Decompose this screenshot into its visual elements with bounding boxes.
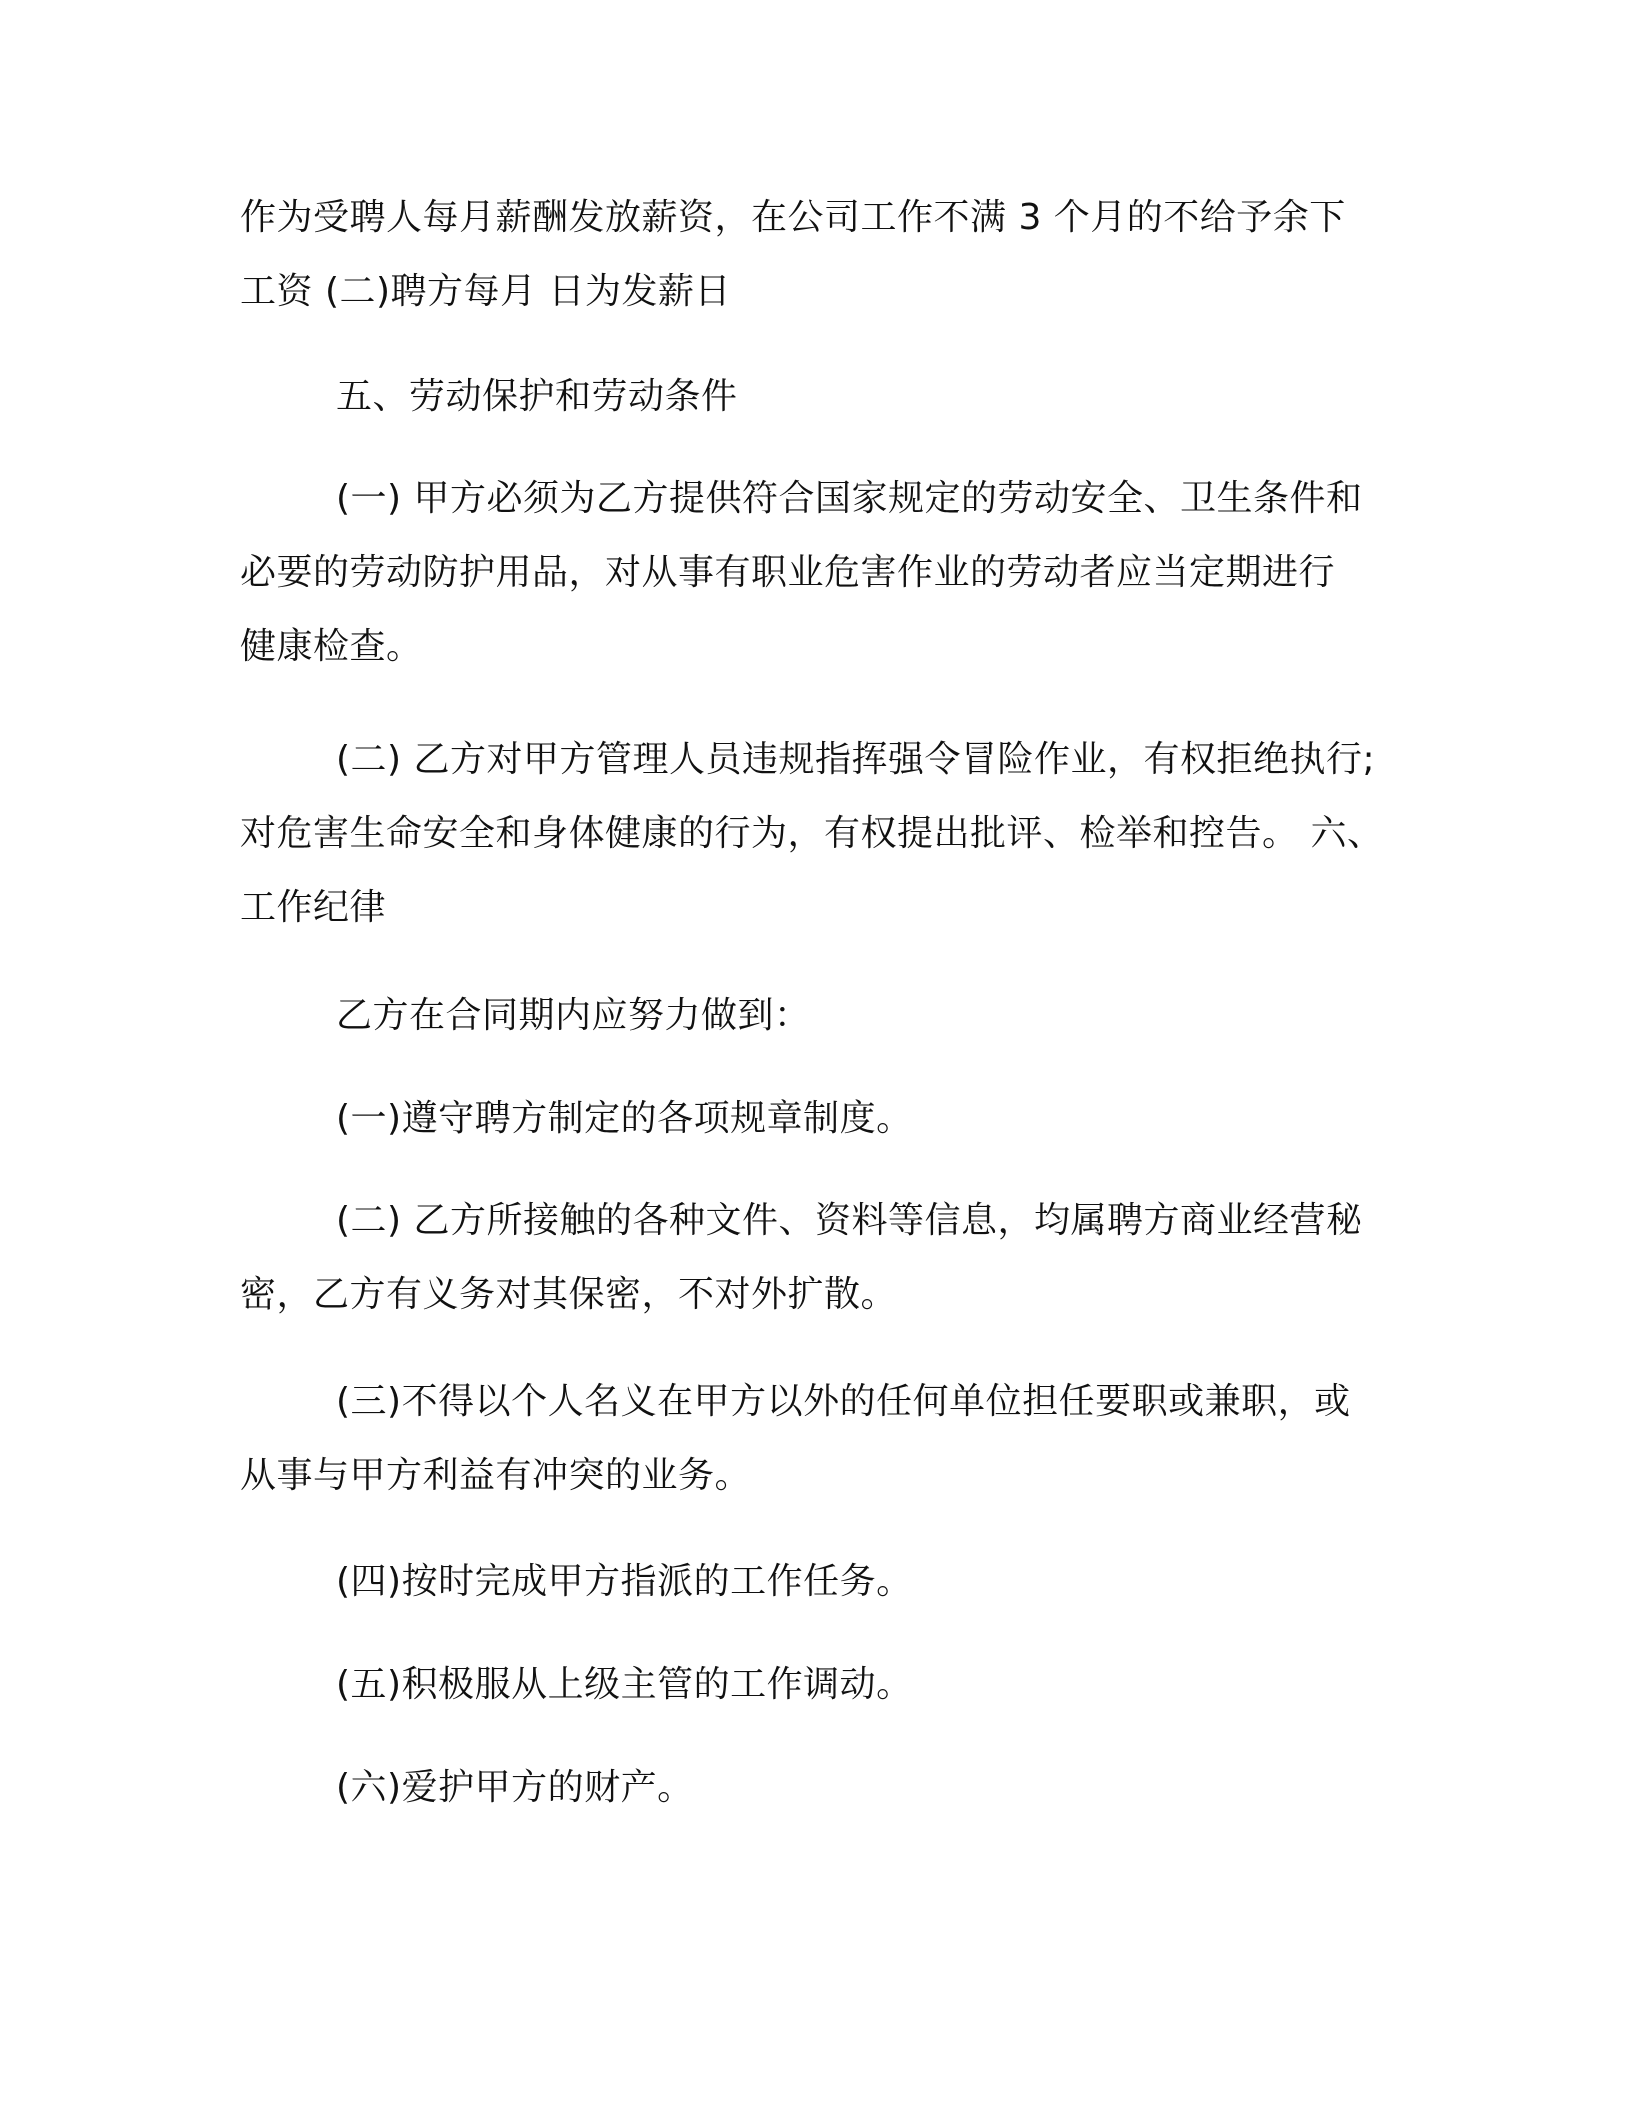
text-line: 密，乙方有义务对其保密，不对外扩散。 — [240, 1274, 898, 1315]
paragraph-section-6-item-3 — [240, 1365, 1390, 1513]
text-line: 乙方在合同期内应努力做到： — [336, 995, 811, 1036]
paragraph-section-6-item-6 — [240, 1751, 1390, 1825]
paragraph-section-6-intro — [240, 979, 1390, 1053]
text-line: (五)积极服从上级主管的工作调动。 — [336, 1664, 913, 1705]
text-line: 从事与甲方利益有冲突的业务。 — [240, 1455, 752, 1496]
paragraph-section-6-item-2 — [240, 1184, 1390, 1332]
text-line: 工资 (二)聘方每月 日为发薪日 — [240, 271, 731, 312]
text-line: 必要的劳动防护用品，对从事有职业危害作业的劳动者应当定期进行 — [240, 552, 1336, 593]
paragraph-salary-continuation — [240, 181, 1390, 329]
paragraph-section-5-item-2 — [240, 723, 1390, 945]
section-5-heading — [240, 360, 1390, 434]
paragraph-section-5-item-1 — [240, 462, 1390, 684]
text-line: 工作纪律 — [240, 887, 387, 928]
text-line: (一)遵守聘方制定的各项规章制度。 — [336, 1098, 913, 1139]
text-line: (二) 乙方所接触的各种文件、资料等信息，均属聘方商业经营秘 — [336, 1200, 1363, 1241]
text-line: (三)不得以个人名义在甲方以外的任何单位担任要职或兼职，或 — [336, 1381, 1351, 1422]
heading-text: 五、劳动保护和劳动条件 — [336, 376, 738, 417]
text-line: (一) 甲方必须为乙方提供符合国家规定的劳动安全、卫生条件和 — [336, 478, 1363, 519]
text-line: 健康检查。 — [240, 626, 423, 667]
text-line: 对危害生命安全和身体健康的行为，有权提出批评、检举和控告。 六、 — [240, 813, 1384, 854]
text-line: (四)按时完成甲方指派的工作任务。 — [336, 1561, 913, 1602]
text-line: (二) 乙方对甲方管理人员违规指挥强令冒险作业，有权拒绝执行; — [336, 739, 1376, 780]
paragraph-section-6-item-5 — [240, 1648, 1390, 1722]
text-line: (六)爱护甲方的财产。 — [336, 1767, 694, 1808]
text-line: 作为受聘人每月薪酬发放薪资，在公司工作不满 3 个月的不给予余下 — [240, 197, 1346, 238]
paragraph-section-6-item-1 — [240, 1082, 1390, 1156]
paragraph-section-6-item-4 — [240, 1545, 1390, 1619]
